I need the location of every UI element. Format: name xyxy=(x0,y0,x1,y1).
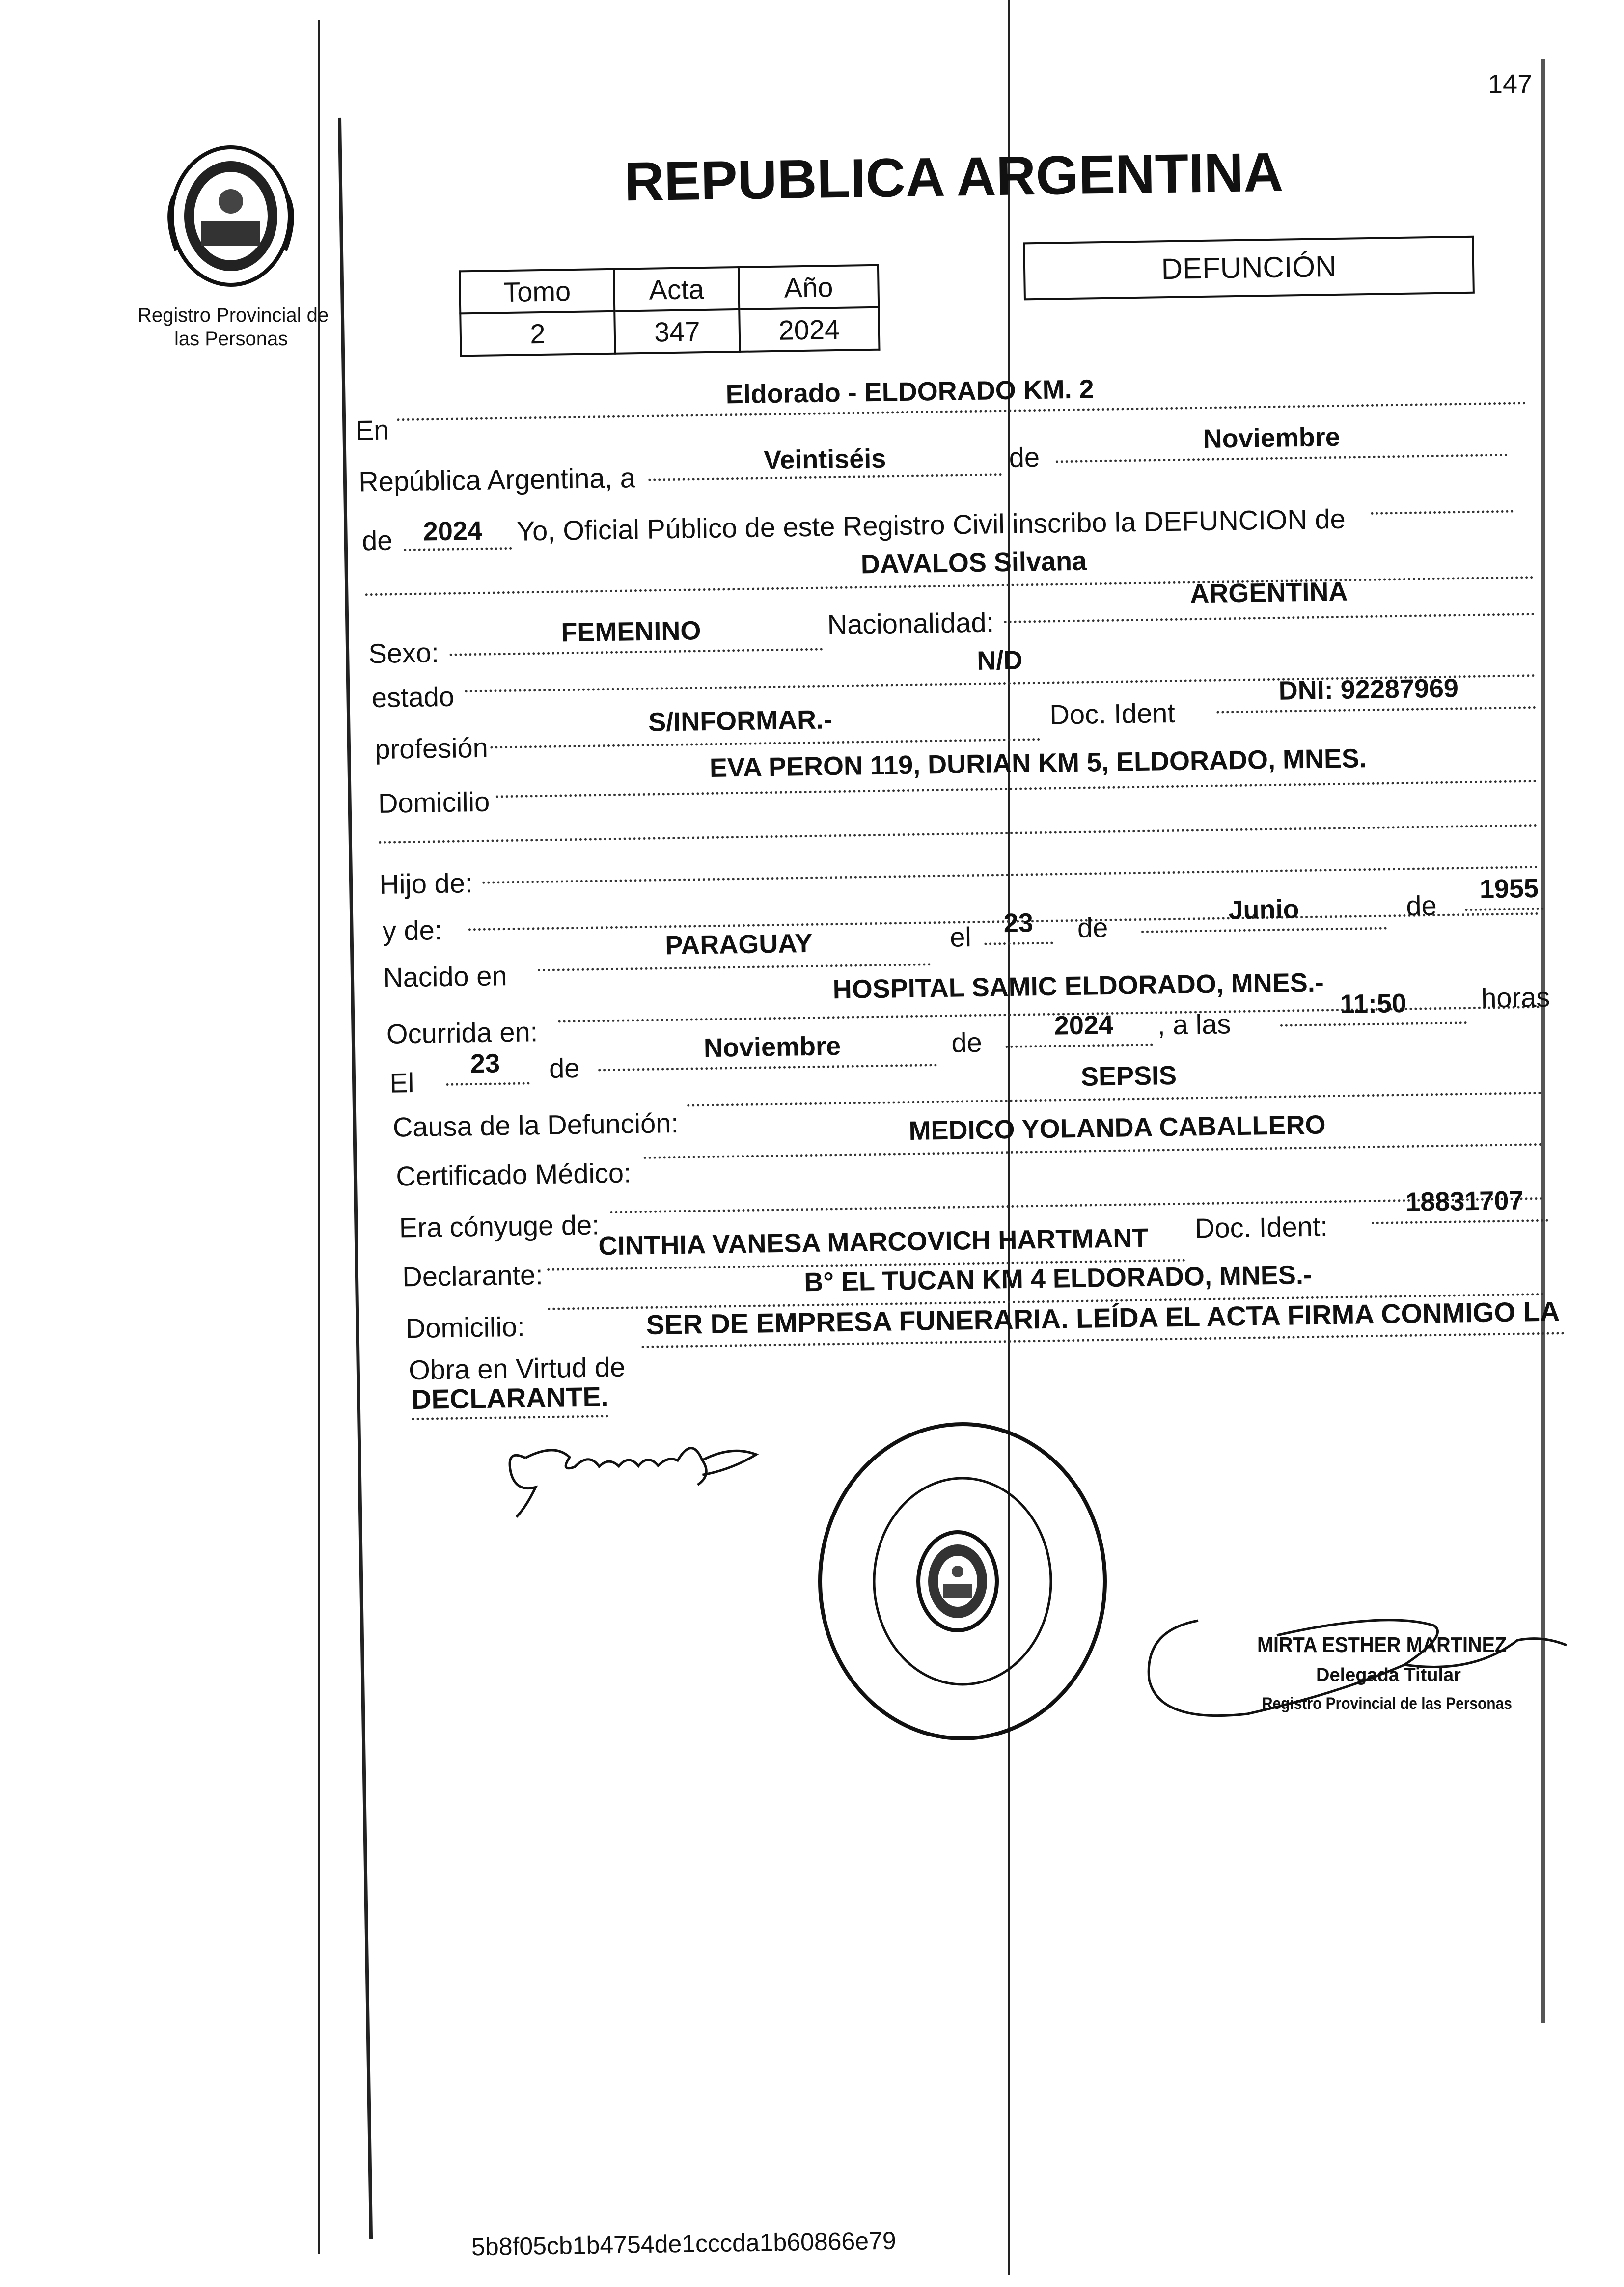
de-label: de xyxy=(1009,441,1040,473)
birth-year-value: 1955 xyxy=(1479,873,1539,904)
horas-label: horas xyxy=(1481,981,1550,1014)
anio-header: Año xyxy=(739,265,879,309)
record-value-row xyxy=(460,307,879,356)
declarant-signature xyxy=(495,1425,772,1527)
death-de2-label: de xyxy=(951,1026,983,1058)
sexo-line xyxy=(450,648,823,656)
obra-value-1: SER DE EMPRESA FUNERARIA. LEÍDA EL ACTA FIRMA CONMIGO LA xyxy=(646,1295,1560,1340)
logo-caption-2: las Personas xyxy=(174,328,288,350)
signature-scribble-icon xyxy=(495,1425,772,1527)
record-number-table xyxy=(459,264,881,357)
conyuge-label: Era cónyuge de: xyxy=(399,1209,600,1243)
decl-doc-line xyxy=(1372,1219,1548,1224)
decl-doc-value: 18831707 xyxy=(1405,1185,1524,1217)
hijo-line xyxy=(482,866,1538,884)
birth-year-line xyxy=(1465,908,1543,911)
ocurrida-label: Ocurrida en: xyxy=(386,1016,538,1049)
birth-de2-label: de xyxy=(1405,890,1437,921)
death-time-value: 11:50 xyxy=(1340,988,1407,1019)
profesion-value: S/INFORMAR.- xyxy=(648,705,833,737)
declarante-value: CINTHIA VANESA MARCOVICH HARTMANT xyxy=(598,1223,1149,1261)
el-label: el xyxy=(949,921,972,953)
causa-line xyxy=(687,1092,1541,1107)
profesion-line xyxy=(490,738,1040,749)
tomo-header: Tomo xyxy=(460,269,614,314)
record-header-row xyxy=(460,265,879,314)
hijo-label: Hijo de: xyxy=(379,867,473,900)
statement-line xyxy=(1371,510,1513,515)
certificado-value: MEDICO YOLANDA CABALLERO xyxy=(908,1110,1326,1146)
nacido-line xyxy=(538,963,931,971)
decl-domicilio-value: B° EL TUCAN KM 4 ELDORADO, MNES.- xyxy=(803,1260,1313,1297)
sexo-label: Sexo: xyxy=(368,637,440,669)
estado-label: estado xyxy=(371,681,455,714)
obra-line-2 xyxy=(412,1415,608,1420)
record-type-box xyxy=(1023,236,1475,301)
death-day-value: 23 xyxy=(470,1048,500,1079)
footer-hash: 5b8f05cb1b4754de1cccda1b60866e79 xyxy=(471,2227,897,2261)
nacionalidad-line xyxy=(1004,613,1535,623)
nacido-value: PARAGUAY xyxy=(664,928,813,961)
nacido-label: Nacido en xyxy=(383,960,507,993)
republica-label: República Argentina, a xyxy=(358,462,636,497)
doc-value: DNI: 92287969 xyxy=(1278,673,1459,706)
birth-day-value: 23 xyxy=(1003,908,1034,938)
profesion-label: profesión xyxy=(374,732,489,765)
statement-text: Yo, Oficial Público de este Registro Civil inscribo la DEFUNCION de xyxy=(516,503,1346,547)
month-value: Noviembre xyxy=(1203,422,1341,454)
acta-value: 347 xyxy=(614,309,740,354)
death-time-line xyxy=(1280,1021,1467,1027)
declarante-label: Declarante: xyxy=(402,1259,544,1293)
en-label: En xyxy=(355,414,389,446)
death-month-value: Noviembre xyxy=(703,1031,841,1063)
yde-label: y de: xyxy=(382,914,442,946)
certificado-label: Certificado Médico: xyxy=(395,1157,632,1192)
sexo-value: FEMENINO xyxy=(560,616,701,648)
obra-label: Obra en Virtud de xyxy=(408,1351,626,1386)
ocurrida-value: HOSPITAL SAMIC ELDORADO, MNES.- xyxy=(832,967,1324,1005)
death-de1-label: de xyxy=(549,1052,580,1084)
logo-caption-1: Registro Provincial de xyxy=(138,304,329,326)
death-year-line xyxy=(1006,1044,1153,1048)
record-type: DEFUNCIÓN xyxy=(1161,249,1337,286)
year-value: 2024 xyxy=(423,516,483,547)
nacionalidad-label: Nacionalidad: xyxy=(827,606,994,640)
page-title: REPUBLICA ARGENTINA xyxy=(624,141,1284,213)
birth-month-value: Junio xyxy=(1228,894,1299,925)
official-office: Registro Provincial de las Personas xyxy=(1262,1694,1512,1713)
birth-day-line xyxy=(984,942,1053,945)
domicilio-line-2 xyxy=(379,824,1538,844)
tomo-value: 2 xyxy=(460,311,615,356)
doc-line xyxy=(1216,706,1536,714)
birth-de1-label: de xyxy=(1077,911,1108,943)
estado-value: N/D xyxy=(976,645,1023,676)
stamp-seal-icon xyxy=(810,1414,1115,1748)
place-value: Eldorado - ELDORADO KM. 2 xyxy=(725,374,1095,410)
el2-label: El xyxy=(389,1067,414,1099)
deceased-name-value: DAVALOS Silvana xyxy=(860,546,1087,579)
official-name: MIRTA ESTHER MARTINEZ xyxy=(1257,1633,1507,1657)
death-day-line xyxy=(446,1082,530,1086)
domicilio-value: EVA PERON 119, DURIAN KM 5, ELDORADO, MNES. xyxy=(709,744,1367,783)
registry-stamp xyxy=(810,1414,1115,1748)
year-line xyxy=(404,547,512,551)
acta-header: Acta xyxy=(614,267,739,311)
death-year-value: 2024 xyxy=(1054,1010,1114,1041)
decl-domicilio-label: Domicilio: xyxy=(405,1311,525,1344)
causa-label: Causa de la Defunción: xyxy=(392,1107,679,1143)
anio-value: 2024 xyxy=(739,307,879,352)
page-number: 147 xyxy=(1488,69,1533,99)
alas-label: , a las xyxy=(1157,1008,1231,1041)
doc-label: Doc. Ident xyxy=(1049,697,1176,730)
death-month-line xyxy=(598,1064,937,1071)
obra-value-2: DECLARANTE. xyxy=(411,1381,609,1415)
birth-month-line xyxy=(1141,927,1387,933)
certificado-line xyxy=(644,1143,1542,1159)
nacionalidad-value: ARGENTINA xyxy=(1189,577,1348,609)
decl-doc-label: Doc. Ident: xyxy=(1194,1211,1328,1244)
day-text-value: Veintiséis xyxy=(763,443,886,475)
de-label-2: de xyxy=(361,524,393,556)
causa-value: SEPSIS xyxy=(1080,1060,1177,1092)
domicilio-label: Domicilio xyxy=(378,786,490,819)
official-role: Delegada Titular xyxy=(1316,1665,1461,1685)
